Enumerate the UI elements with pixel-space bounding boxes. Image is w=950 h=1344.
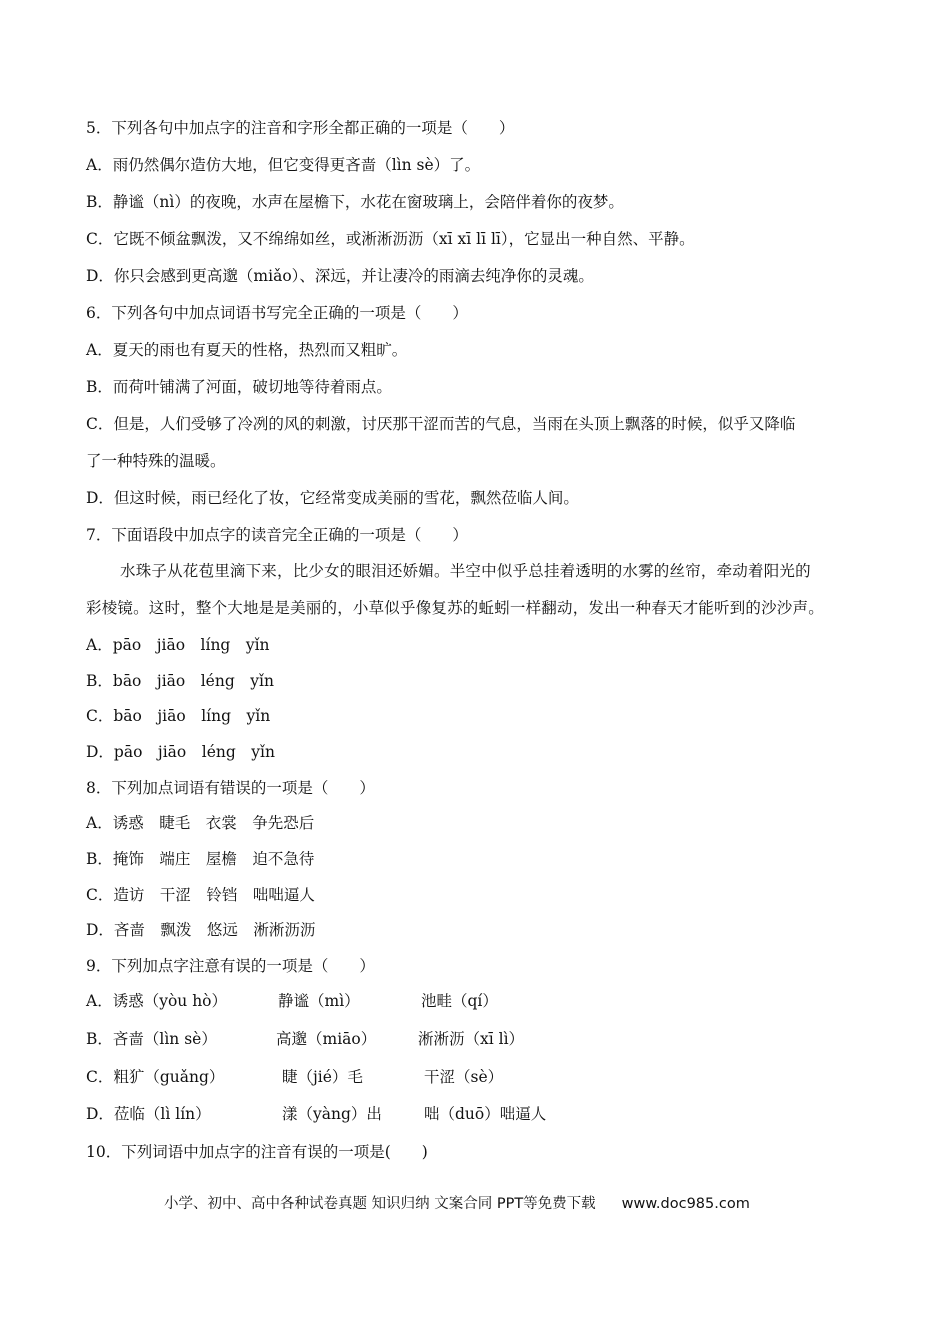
q5-stem: 5．下列各句中加点字的注音和字形全都正确的一项是（ ）	[86, 119, 515, 137]
q9-option-d-col2: 漾（yàng）出	[282, 1105, 382, 1123]
q9-option-c-col1: C．粗犷（guǎng）	[86, 1068, 225, 1086]
q5-option-b: B．静谧（nì）的夜晚，水声在屋檐下，水花在窗玻璃上，会陪伴着你的夜梦。	[86, 193, 624, 211]
q6-option-d: D．但这时候，雨已经化了妆，它经常变成美丽的雪花，飘然莅临人间。	[86, 489, 579, 507]
q9-option-b-col3: 淅淅沥（xī lì）	[418, 1030, 525, 1048]
page-footer	[164, 1192, 750, 1213]
q9-option-d-col3: 咄（duō）咄逼人	[424, 1105, 547, 1123]
footer-text: 小学、初中、高中各种试卷真题 知识归纳 文案合同 PPT等免费下载	[164, 1196, 596, 1212]
q9-option-c-col3: 干涩（sè）	[424, 1068, 504, 1086]
q7-option-b: B．bāo jiāo léng yǐn	[86, 672, 274, 690]
q6-option-b: B．而荷叶铺满了河面，破切地等待着雨点。	[86, 378, 392, 396]
q9-option-b-col2: 高邈（miāo）	[276, 1030, 377, 1048]
q9-option-a-col1: A．诱惑（yòu hò）	[86, 992, 228, 1010]
q8-stem: 8．下列加点词语有错误的一项是（ ）	[86, 779, 375, 797]
q9-stem: 9．下列加点字注意有误的一项是（ ）	[86, 957, 375, 975]
q7-option-a: A．pāo jiāo líng yǐn	[86, 636, 270, 654]
q10-stem: 10．下列词语中加点字的注音有误的一项是( )	[86, 1143, 428, 1161]
q9-option-a-col3: 池畦（qí）	[421, 992, 498, 1010]
q7-option-c: C．bāo jiāo líng yǐn	[86, 707, 271, 725]
q7-stem: 7．下面语段中加点字的读音完全正确的一项是（ ）	[86, 526, 468, 544]
q6-option-c-line2: 了一种特殊的温暖。	[86, 452, 226, 470]
q6-option-c-line1: C．但是，人们受够了冷冽的风的刺激，讨厌那干涩而苦的气息，当雨在头顶上飘落的时候，似乎又降临	[86, 415, 796, 433]
q8-option-a: A．诱惑 睫毛 衣裳 争先恐后	[86, 814, 315, 832]
q8-option-c: C．造访 干涩 铃铛 咄咄逼人	[86, 886, 315, 904]
q8-option-d: D．吝啬 飘泼 悠远 淅淅沥沥	[86, 921, 316, 939]
q6-stem: 6．下列各句中加点词语书写完全正确的一项是（ ）	[86, 304, 468, 322]
q7-passage-line2: 彩棱镜。这时，整个大地是是美丽的，小草似乎像复苏的蚯蚓一样翻动，发出一种春天才能听到的沙沙声。	[86, 599, 824, 617]
q5-option-a: A．雨仍然偶尔造仿大地，但它变得更吝啬（lìn sè）了。	[86, 156, 481, 174]
q8-option-b: B．掩饰 端庄 屋檐 迫不急待	[86, 850, 315, 868]
q7-passage-line1: 水珠子从花苞里滴下来，比少女的眼泪还娇媚。半空中似乎总挂着透明的水雾的丝帘，牵动着阳光的	[120, 562, 811, 580]
q9-option-d-col1: D．莅临（lì lín）	[86, 1105, 211, 1123]
q9-option-a-col2: 静谧（mì）	[278, 992, 360, 1010]
q5-option-d: D．你只会感到更高邈（miǎo）、深远，并让凄冷的雨滴去纯净你的灵魂。	[86, 267, 594, 285]
q9-option-b-col1: B．吝啬（lìn sè）	[86, 1030, 217, 1048]
footer-url[interactable]: www.doc985.com	[621, 1196, 750, 1212]
q5-option-c: C．它既不倾盆飘泼，又不绵绵如丝，或淅淅沥沥（xī xī lī lī），它显出一种自然、平静。	[86, 230, 695, 248]
q7-option-d: D．pāo jiāo léng yǐn	[86, 743, 275, 761]
q9-option-c-col2: 睫（jié）毛	[282, 1068, 363, 1086]
q6-option-a: A．夏天的雨也有夏天的性格，热烈而又粗旷。	[86, 341, 408, 359]
